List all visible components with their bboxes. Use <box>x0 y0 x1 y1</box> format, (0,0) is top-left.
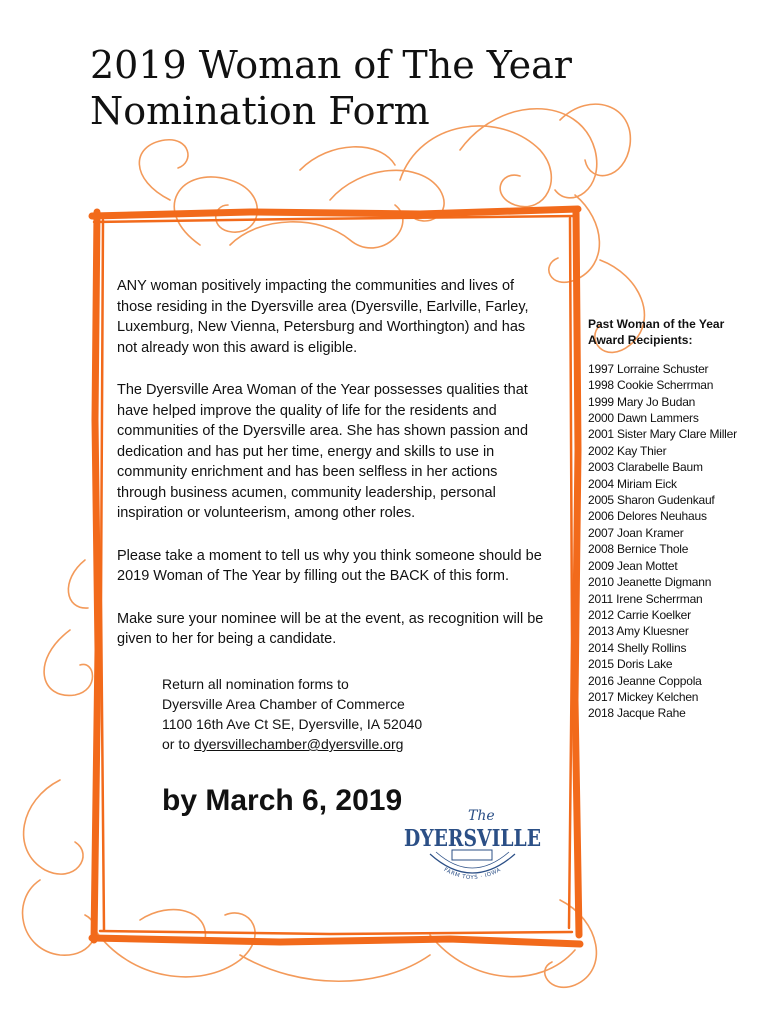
list-item: 2013 Amy Kluesner <box>588 624 689 639</box>
return-line: Return all nomination forms to <box>162 676 349 692</box>
list-item: 2018 Jacque Rahe <box>588 706 686 721</box>
past-recipients-heading <box>588 316 763 349</box>
return-instructions <box>162 674 462 754</box>
body-paragraph: Make sure your nominee will be at the event, as recognition will be given to her for being a candidate. <box>117 610 544 647</box>
dyersville-logo <box>400 804 545 894</box>
list-item: 2009 Jean Mottet <box>588 558 678 573</box>
title-line-1: 2019 Woman of The Year <box>90 43 572 87</box>
return-address: 1100 16th Ave Ct SE, Dyersville, IA 52040 <box>162 716 423 732</box>
email-link[interactable]: dyersvillechamber@dyersville.org <box>193 736 404 752</box>
list-item: 2012 Carrie Koelker <box>588 607 691 622</box>
list-item: 2005 Sharon Gudenkauf <box>588 493 715 508</box>
heading-line-2: Award Recipients: <box>588 333 693 348</box>
list-item: 2004 Miriam Eick <box>588 476 677 491</box>
list-item: 2003 Clarabelle Baum <box>588 460 703 475</box>
list-item: 2011 Irene Scherrman <box>588 591 703 606</box>
logo-the: The <box>468 808 495 824</box>
body-paragraph: The Dyersville Area Woman of the Year possesses qualities that have helped improve the quality of life for the residents and communities of the Dyersville area. She has shown passion and dedication and has put her time, energy and skills to use in community enrichment and has been selfless in her actions through business acumen, community leadership, personal inspiration or volunteerism, among other roles. <box>117 382 529 521</box>
eligibility-description <box>117 276 547 672</box>
deadline-text: by March 6, 2019 <box>162 784 403 817</box>
list-item: 2017 Mickey Kelchen <box>588 689 699 704</box>
list-item: 1998 Cookie Scherrman <box>588 378 714 393</box>
list-item: 1997 Lorraine Schuster <box>588 361 709 376</box>
page-title <box>90 42 610 134</box>
return-email-line <box>162 734 462 754</box>
heading-line-1: Past Woman of the Year <box>588 317 725 331</box>
list-item: 2014 Shelly Rollins <box>588 640 687 655</box>
list-item: 2016 Jeanne Coppola <box>588 673 702 688</box>
list-item: 2001 Sister Mary Clare Miller <box>588 427 737 442</box>
list-item: 2000 Dawn Lammers <box>588 411 699 426</box>
logo-name: DYERSVILLE <box>404 825 541 852</box>
past-recipients-list <box>588 316 763 722</box>
list-item: 2010 Jeanette Digmann <box>588 575 712 590</box>
list-item: 1999 Mary Jo Budan <box>588 394 696 409</box>
email-prefix: or to <box>162 736 194 752</box>
list-item: 2006 Delores Neuhaus <box>588 509 707 524</box>
body-paragraph: Please take a moment to tell us why you think someone should be 2019 Woman of The Year by filling out the BACK of this form. <box>117 547 542 584</box>
list-item: 2008 Bernice Thole <box>588 542 689 557</box>
recipient-list <box>588 361 763 722</box>
return-organization: Dyersville Area Chamber of Commerce <box>162 696 405 712</box>
logo-ribbon: FARM TOYS · IOWA <box>442 866 503 882</box>
body-paragraph: ANY woman positively impacting the communities and lives of those residing in the Dyersville area (Dyersville, Earlville, Farley, Luxemburg, New Vienna, Petersburg and Worthington) and has not already won this award is eligible. <box>117 278 529 356</box>
list-item: 2015 Doris Lake <box>588 657 673 672</box>
title-line-2: Nomination Form <box>90 89 430 133</box>
list-item: 2002 Kay Thier <box>588 443 667 458</box>
list-item: 2007 Joan Kramer <box>588 525 684 540</box>
